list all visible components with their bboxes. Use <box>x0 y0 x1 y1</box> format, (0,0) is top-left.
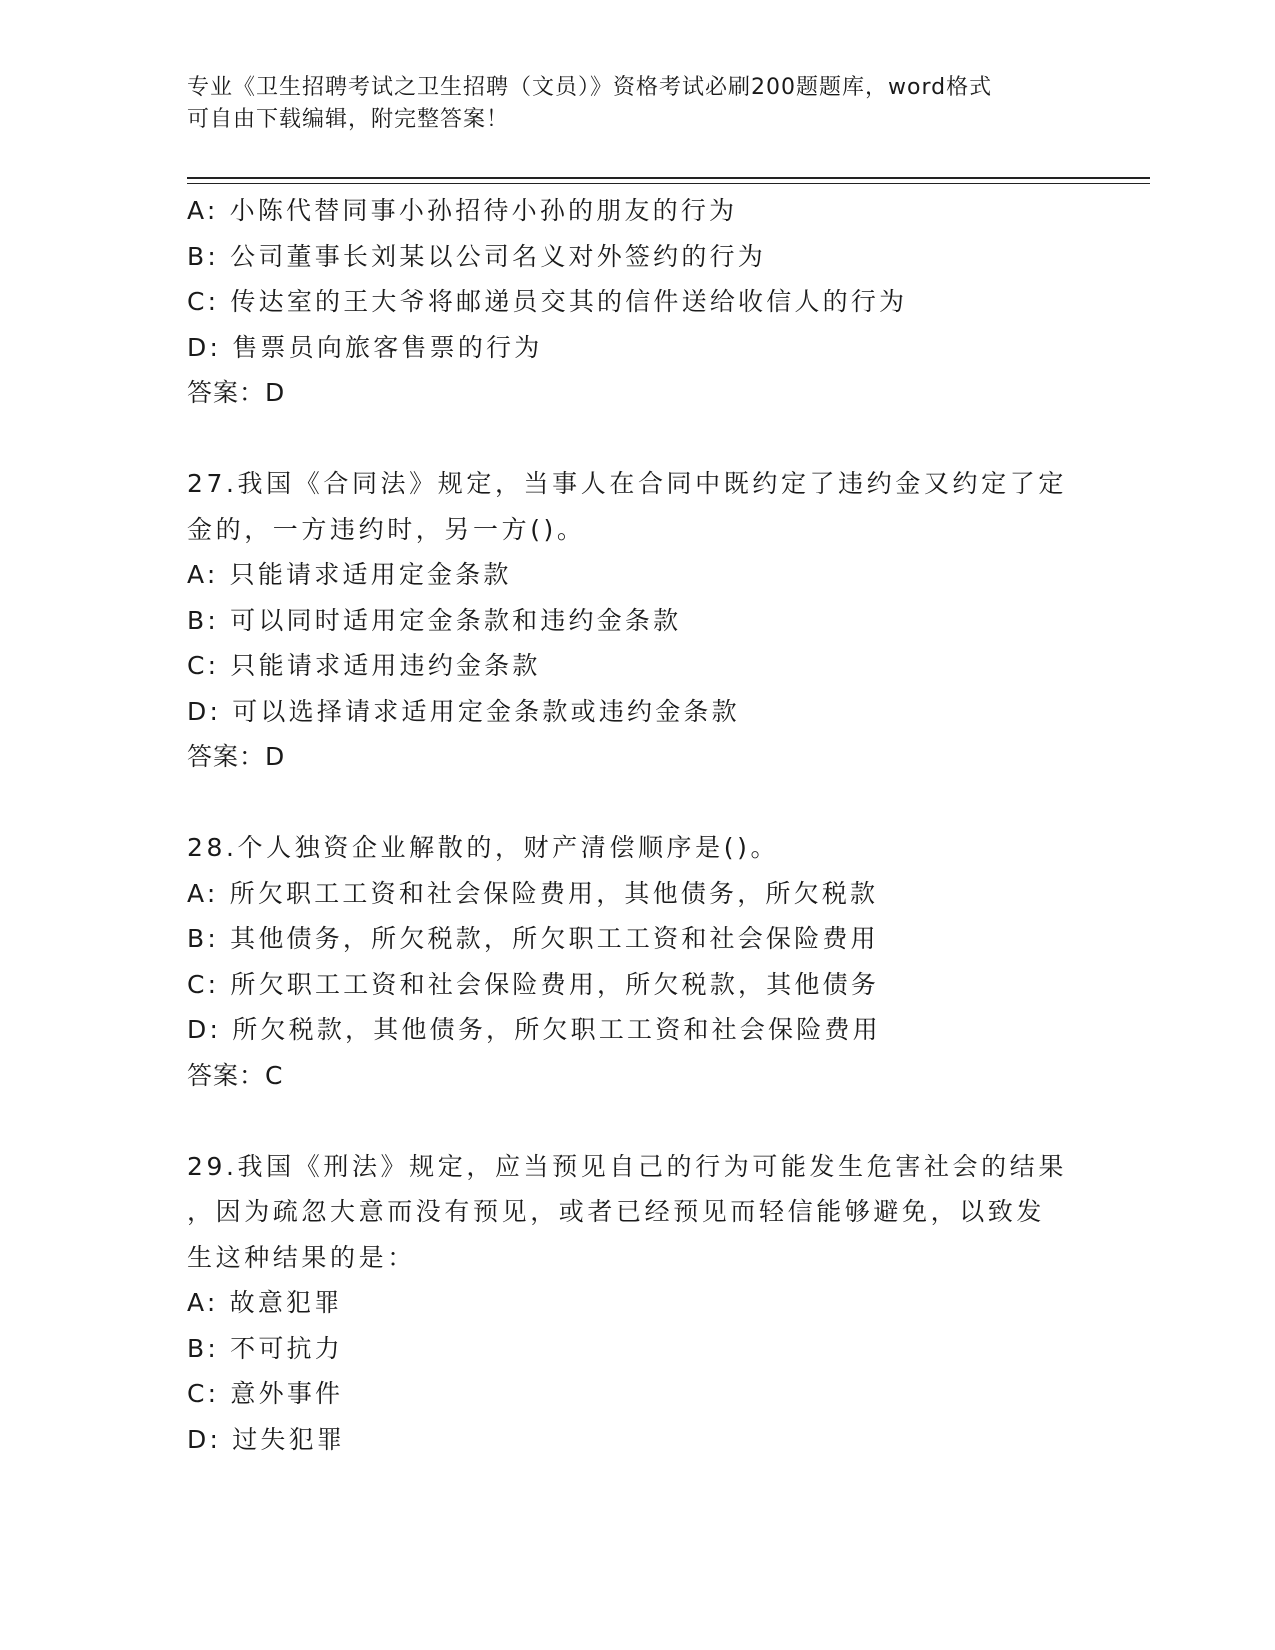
option-a: A: 小陈代替同事小孙招待小孙的朋友的行为 <box>187 196 738 225</box>
question-stem <box>187 1144 1067 1281</box>
header-divider-thick <box>187 177 1150 179</box>
option-d: D: 所欠税款，其他债务，所欠职工工资和社会保险费用 <box>187 1015 881 1044</box>
question-stem <box>187 825 1067 871</box>
stem-line: 27.我国《合同法》规定，当事人在合同中既约定了违约金又约定了定 <box>187 469 1067 498</box>
option-d: D: 过失犯罪 <box>187 1424 346 1454</box>
option-b: B: 可以同时适用定金条款和违约金条款 <box>187 605 682 635</box>
question-28 <box>187 825 1087 1098</box>
stem-line: ，因为疏忽大意而没有预见，或者已经预见而轻信能够避免，以致发 <box>187 1197 1046 1226</box>
answer-line: 答案：D <box>187 378 286 407</box>
option-c: C: 所欠职工工资和社会保险费用，所欠税款，其他债务 <box>187 969 880 999</box>
question-27 <box>187 461 1087 780</box>
document-header <box>187 72 1087 136</box>
option-a: A: 故意犯罪 <box>187 1288 343 1317</box>
stem-line: 29.我国《刑法》规定，应当预见自己的行为可能发生危害社会的结果 <box>187 1151 1067 1181</box>
question-29 <box>187 1144 1087 1463</box>
option-a: A: 所欠职工工资和社会保险费用，其他债务，所欠税款 <box>187 878 879 908</box>
option-c: C: 意外事件 <box>187 1379 344 1408</box>
option-c: C: 传达室的王大爷将邮递员交其的信件送给收信人的行为 <box>187 287 908 316</box>
header-divider-thin <box>187 183 1150 184</box>
option-b: B: 其他债务，所欠税款，所欠职工工资和社会保险费用 <box>187 924 879 953</box>
option-a: A: 只能请求适用定金条款 <box>187 560 512 589</box>
question-26 <box>187 188 1087 416</box>
header-line-1: 专业《卫生招聘考试之卫生招聘（文员）》资格考试必刷200题题库，word格式 <box>187 75 993 100</box>
spacer <box>187 416 1087 462</box>
stem-line: 28.个人独资企业解散的，财产清偿顺序是()。 <box>187 833 780 862</box>
stem-line: 生这种结果的是： <box>187 1242 416 1272</box>
spacer <box>187 780 1087 826</box>
question-stem <box>187 461 1067 552</box>
option-b: B: 公司董事长刘某以公司名义对外签约的行为 <box>187 241 766 271</box>
question-list <box>187 188 1087 1462</box>
option-d: D: 售票员向旅客售票的行为 <box>187 332 543 362</box>
answer-line: 答案：D <box>187 742 286 771</box>
header-line-2: 可自由下载编辑，附完整答案！ <box>187 107 510 132</box>
spacer <box>187 1098 1087 1144</box>
answer-line: 答案：C <box>187 1060 284 1090</box>
option-c: C: 只能请求适用违约金条款 <box>187 651 541 680</box>
option-d: D: 可以选择请求适用定金条款或违约金条款 <box>187 696 740 726</box>
option-b: B: 不可抗力 <box>187 1333 343 1363</box>
stem-line: 金的，一方违约时，另一方()。 <box>187 514 586 544</box>
